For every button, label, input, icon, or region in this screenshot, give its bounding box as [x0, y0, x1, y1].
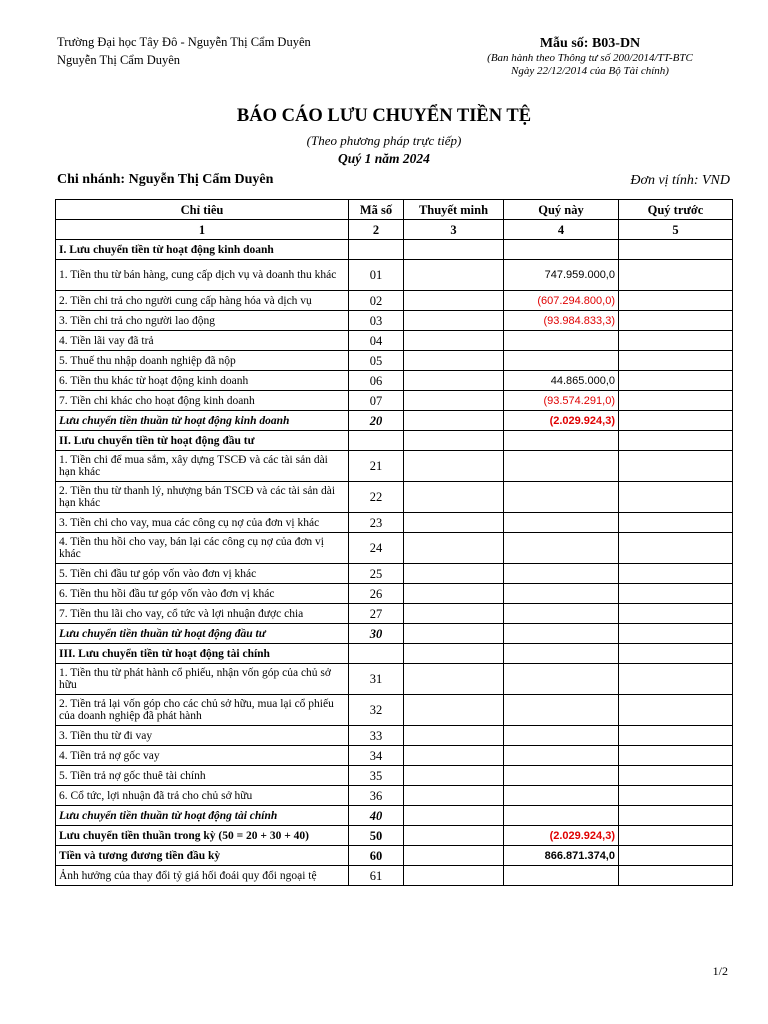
row-label: 2. Tiền chi trả cho người cung cấp hàng hóa và dịch vụ	[56, 291, 349, 311]
row-previous-amount	[619, 451, 733, 482]
table-row	[56, 866, 733, 886]
row-code: 36	[349, 786, 404, 806]
row-previous-amount	[619, 411, 733, 431]
row-label: 5. Thuế thu nhập doanh nghiệp đã nộp	[56, 351, 349, 371]
row-current-amount: (2.029.924,3)	[504, 411, 619, 431]
currency-unit: Đơn vị tính: VND	[630, 173, 730, 188]
table-row	[56, 664, 733, 695]
table-row	[56, 291, 733, 311]
row-code: 26	[349, 584, 404, 604]
row-current-amount	[504, 664, 619, 695]
row-current-amount	[504, 240, 619, 260]
table-row	[56, 604, 733, 624]
row-current-amount: 44.865.000,0	[504, 371, 619, 391]
cash-flow-table	[55, 199, 733, 886]
row-code: 33	[349, 726, 404, 746]
row-current-amount	[504, 431, 619, 451]
table-row	[56, 431, 733, 451]
table-row	[56, 584, 733, 604]
row-note	[404, 260, 504, 291]
page-number: 1/2	[712, 964, 728, 978]
table-body	[56, 240, 733, 886]
row-label: 2. Tiền trả lại vốn góp cho các chủ sở hữu, mua lại cổ phiếu của doanh nghiệp đã phát hành	[56, 695, 349, 726]
table-header-row	[56, 200, 733, 220]
row-previous-amount	[619, 431, 733, 451]
row-previous-amount	[619, 826, 733, 846]
row-code: 34	[349, 746, 404, 766]
row-current-amount	[504, 746, 619, 766]
row-note	[404, 846, 504, 866]
row-note	[404, 240, 504, 260]
row-label: 4. Tiền trả nợ gốc vay	[56, 746, 349, 766]
report-period: Quý 1 năm 2024	[338, 151, 430, 166]
row-label: 3. Tiền chi cho vay, mua các công cụ nợ của đơn vị khác	[56, 513, 349, 533]
row-code: 50	[349, 826, 404, 846]
row-code: 25	[349, 564, 404, 584]
row-current-amount	[504, 806, 619, 826]
row-current-amount	[504, 533, 619, 564]
row-code	[349, 240, 404, 260]
row-note	[404, 411, 504, 431]
row-previous-amount	[619, 533, 733, 564]
row-note	[404, 351, 504, 371]
row-label: 4. Tiền lãi vay đã trả	[56, 331, 349, 351]
row-label: 1. Tiền thu từ phát hành cổ phiếu, nhận vốn góp của chủ sở hữu	[56, 664, 349, 695]
row-previous-amount	[619, 786, 733, 806]
row-note	[404, 311, 504, 331]
row-note	[404, 533, 504, 564]
row-code: 07	[349, 391, 404, 411]
row-code: 06	[349, 371, 404, 391]
row-current-amount	[504, 351, 619, 371]
index-cell: 3	[404, 220, 504, 240]
header-current-quarter: Quý này	[504, 200, 619, 220]
row-note	[404, 746, 504, 766]
row-label: 6. Tiền thu khác từ hoạt động kinh doanh	[56, 371, 349, 391]
row-previous-amount	[619, 846, 733, 866]
row-current-amount	[504, 624, 619, 644]
row-note	[404, 624, 504, 644]
row-current-amount: (93.984.833,3)	[504, 311, 619, 331]
row-previous-amount	[619, 482, 733, 513]
row-previous-amount	[619, 726, 733, 746]
row-label: 1. Tiền chi để mua sắm, xây dựng TSCĐ và các tài sản dài hạn khác	[56, 451, 349, 482]
row-code: 31	[349, 664, 404, 695]
row-label: 7. Tiền chi khác cho hoạt động kinh doanh	[56, 391, 349, 411]
row-current-amount	[504, 604, 619, 624]
row-previous-amount	[619, 806, 733, 826]
form-reference	[440, 35, 740, 78]
table-row	[56, 391, 733, 411]
row-code: 27	[349, 604, 404, 624]
table-row	[56, 826, 733, 846]
row-label: 6. Tiền thu hồi đầu tư góp vốn vào đơn vị khác	[56, 584, 349, 604]
table-row	[56, 331, 733, 351]
row-previous-amount	[619, 331, 733, 351]
row-previous-amount	[619, 291, 733, 311]
row-code: 32	[349, 695, 404, 726]
table-row	[56, 806, 733, 826]
row-code: 05	[349, 351, 404, 371]
author-line: Nguyễn Thị Cẩm Duyên	[57, 53, 181, 67]
table-row	[56, 846, 733, 866]
row-code: 40	[349, 806, 404, 826]
index-cell: 1	[56, 220, 349, 240]
header-indicator: Chỉ tiêu	[56, 200, 349, 220]
row-previous-amount	[619, 664, 733, 695]
row-code: 60	[349, 846, 404, 866]
row-current-amount	[504, 644, 619, 664]
row-note	[404, 766, 504, 786]
row-note	[404, 564, 504, 584]
table-row	[56, 351, 733, 371]
row-previous-amount	[619, 584, 733, 604]
row-previous-amount	[619, 371, 733, 391]
row-label: Lưu chuyển tiền thuần từ hoạt động tài chính	[56, 806, 349, 826]
table-row	[56, 451, 733, 482]
row-note	[404, 726, 504, 746]
row-label: 6. Cổ tức, lợi nhuận đã trả cho chủ sở hữu	[56, 786, 349, 806]
row-code: 23	[349, 513, 404, 533]
row-label: 4. Tiền thu hồi cho vay, bán lại các công cụ nợ của đơn vị khác	[56, 533, 349, 564]
table-row	[56, 766, 733, 786]
row-note	[404, 291, 504, 311]
row-current-amount	[504, 482, 619, 513]
row-label: 7. Tiền thu lãi cho vay, cổ tức và lợi nhuận được chia	[56, 604, 349, 624]
form-number: Mẫu số: B03-DN	[539, 36, 641, 51]
row-label: 1. Tiền thu từ bán hàng, cung cấp dịch vụ và doanh thu khác	[56, 260, 349, 291]
row-label: Lưu chuyển tiền thuần trong kỳ (50 = 20 + 30 + 40)	[56, 826, 349, 846]
row-code: 20	[349, 411, 404, 431]
index-cell: 2	[349, 220, 404, 240]
row-previous-amount	[619, 311, 733, 331]
row-note	[404, 371, 504, 391]
form-date: Ngày 22/12/2014 của Bộ Tài chính)	[511, 65, 669, 77]
row-code: 22	[349, 482, 404, 513]
header-code: Mã số	[349, 200, 404, 220]
row-label: 5. Tiền chi đầu tư góp vốn vào đơn vị khác	[56, 564, 349, 584]
report-title: BÁO CÁO LƯU CHUYỂN TIỀN TỆ	[236, 106, 532, 126]
table-row	[56, 240, 733, 260]
row-label: 5. Tiền trả nợ gốc thuê tài chính	[56, 766, 349, 786]
row-current-amount	[504, 513, 619, 533]
row-label: 3. Tiền thu từ đi vay	[56, 726, 349, 746]
row-label: II. Lưu chuyển tiền từ hoạt động đầu tư	[56, 431, 349, 451]
table-row	[56, 786, 733, 806]
index-cell: 4	[504, 220, 619, 240]
row-code: 24	[349, 533, 404, 564]
table-row	[56, 260, 733, 291]
row-current-amount	[504, 331, 619, 351]
row-current-amount	[504, 726, 619, 746]
row-previous-amount	[619, 391, 733, 411]
row-note	[404, 644, 504, 664]
table-row	[56, 624, 733, 644]
row-note	[404, 664, 504, 695]
table-row	[56, 411, 733, 431]
report-method: (Theo phương pháp trực tiếp)	[306, 133, 462, 148]
row-note	[404, 513, 504, 533]
table-row	[56, 746, 733, 766]
row-note	[404, 331, 504, 351]
row-current-amount	[504, 695, 619, 726]
row-current-amount	[504, 866, 619, 886]
row-previous-amount	[619, 746, 733, 766]
row-code: 03	[349, 311, 404, 331]
row-previous-amount	[619, 644, 733, 664]
row-label: 3. Tiền chi trả cho người lao động	[56, 311, 349, 331]
row-note	[404, 695, 504, 726]
row-label: III. Lưu chuyển tiền từ hoạt động tài chính	[56, 644, 349, 664]
row-current-amount: 866.871.374,0	[504, 846, 619, 866]
row-current-amount: (93.574.291,0)	[504, 391, 619, 411]
row-note	[404, 451, 504, 482]
row-current-amount	[504, 786, 619, 806]
branch-name: Chi nhánh: Nguyễn Thị Cẩm Duyên	[57, 172, 274, 187]
row-previous-amount	[619, 766, 733, 786]
row-label: Ảnh hưởng của thay đổi tỷ giá hối đoái quy đổi ngoại tệ	[56, 866, 349, 886]
row-current-amount	[504, 766, 619, 786]
row-previous-amount	[619, 866, 733, 886]
row-previous-amount	[619, 351, 733, 371]
row-current-amount	[504, 584, 619, 604]
index-cell: 5	[619, 220, 733, 240]
row-previous-amount	[619, 260, 733, 291]
row-note	[404, 391, 504, 411]
row-code: 02	[349, 291, 404, 311]
row-label: Lưu chuyển tiền thuần từ hoạt động kinh doanh	[56, 411, 349, 431]
row-label: Lưu chuyển tiền thuần từ hoạt động đầu tư	[56, 624, 349, 644]
row-code: 01	[349, 260, 404, 291]
row-label: 2. Tiền thu từ thanh lý, nhượng bán TSCĐ và các tài sản dài hạn khác	[56, 482, 349, 513]
table-row	[56, 533, 733, 564]
school-line: Trường Đại học Tây Đô - Nguyễn Thị Cẩm Duyên	[57, 35, 311, 49]
row-current-amount: 747.959.000,0	[504, 260, 619, 291]
document-header-left	[57, 33, 311, 69]
table-row	[56, 482, 733, 513]
table-row	[56, 564, 733, 584]
row-current-amount	[504, 451, 619, 482]
row-previous-amount	[619, 604, 733, 624]
row-current-amount: (607.294.800,0)	[504, 291, 619, 311]
table-row	[56, 726, 733, 746]
row-previous-amount	[619, 624, 733, 644]
row-code: 35	[349, 766, 404, 786]
row-note	[404, 584, 504, 604]
row-previous-amount	[619, 695, 733, 726]
form-circular: (Ban hành theo Thông tư số 200/2014/TT-BTC	[487, 52, 693, 64]
row-code: 04	[349, 331, 404, 351]
header-previous-quarter: Quý trước	[619, 200, 733, 220]
row-code	[349, 644, 404, 664]
table-index-row	[56, 220, 733, 240]
row-note	[404, 431, 504, 451]
row-note	[404, 806, 504, 826]
table-row	[56, 695, 733, 726]
row-note	[404, 786, 504, 806]
header-note: Thuyết minh	[404, 200, 504, 220]
row-code	[349, 431, 404, 451]
row-label: Tiền và tương đương tiền đầu kỳ	[56, 846, 349, 866]
row-note	[404, 604, 504, 624]
table-row	[56, 644, 733, 664]
row-code: 61	[349, 866, 404, 886]
row-note	[404, 866, 504, 886]
row-current-amount	[504, 564, 619, 584]
row-current-amount: (2.029.924,3)	[504, 826, 619, 846]
table-row	[56, 371, 733, 391]
row-code: 21	[349, 451, 404, 482]
row-previous-amount	[619, 564, 733, 584]
table-row	[56, 311, 733, 331]
row-code: 30	[349, 624, 404, 644]
row-previous-amount	[619, 240, 733, 260]
row-note	[404, 826, 504, 846]
row-note	[404, 482, 504, 513]
table-row	[56, 513, 733, 533]
row-previous-amount	[619, 513, 733, 533]
row-label: I. Lưu chuyển tiền từ hoạt động kinh doanh	[56, 240, 349, 260]
